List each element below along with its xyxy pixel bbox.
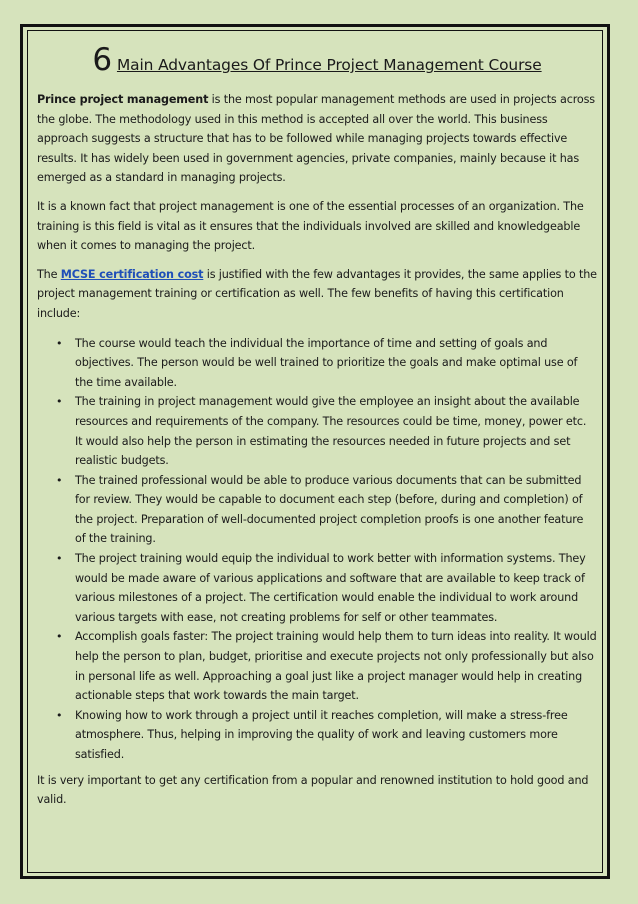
benefits-list xyxy=(37,334,597,765)
importance-paragraph: It is a known fact that project management is one of the essential processes of an organization. The training is this field is vital as it ensures that the individuals involved are skilled and knowledgeable when it comes to managing the project. xyxy=(37,199,584,253)
list-item xyxy=(37,549,597,627)
list-item xyxy=(37,627,597,705)
intro-text: is the most popular management methods are used in projects across the globe. The methodology used in this method is accepted all over the world. This business approach suggests a structure that has to be followed while managing projects towards effective results. It has widely been used in government agencies, private companies, mainly because it has emerged as a standard in managing projects. xyxy=(37,93,595,185)
list-item xyxy=(37,392,597,470)
list-item xyxy=(37,706,597,765)
title-text: Main Advantages Of Prince Project Management Course xyxy=(116,56,542,74)
list-item-text: Knowing how to work through a project until it reaches completion, will make a stress-free atmosphere. Thus, helping in improving the quality of work and leaving customers more satisfied. xyxy=(75,708,568,761)
list-item xyxy=(37,471,597,549)
benefits-intro-before: The xyxy=(37,267,61,281)
list-item-text: The training in project management would give the employee an insight about the available resources and requirements of the company. The resources could be time, money, power etc. It would also help the person in estimating the resources needed in future projects and set realistic budgets. xyxy=(75,395,587,468)
bullet-icon: • xyxy=(56,336,63,350)
list-item-text: The trained professional would be able to produce various documents that can be submitted for review. They would be capable to document each step (before, during and completion) of the project. Preparation of well-documented project completion proofs is one another feature of the training. xyxy=(75,473,584,546)
benefits-intro-paragraph xyxy=(37,265,597,324)
closing-paragraph: It is very important to get any certification from a popular and renowned institution to hold good and valid. xyxy=(37,773,589,807)
document-body xyxy=(37,40,597,819)
list-item-text: The project training would equip the individual to work better with information systems. They would be made aware of various applications and software that are available to keep track of various milestones of a project. The certification would enable the individual to work around various targets with ease, not creating problems for self or other teammates. xyxy=(75,552,586,624)
benefits-intro-after: is justified with the few advantages it provides, the same applies to the project management training or certification as well. The few benefits of having this certification include: xyxy=(37,267,597,320)
title-number: 6 xyxy=(92,42,112,78)
list-item-text: The course would teach the individual the importance of time and setting of goals and objectives. The person would be well trained to prioritize the goals and make optimal use of the time available. xyxy=(75,336,578,389)
intro-bold-term: Prince project management xyxy=(37,93,209,106)
intro-paragraph xyxy=(37,90,597,188)
list-item-text: Accomplish goals faster: The project training would help them to turn ideas into reality. It would help the person to plan, budget, prioritise and execute projects not only professionally but also in personal life as well. Approaching a goal just like a project manager would help in creating actionable steps that work towards the main target. xyxy=(75,630,597,703)
page-title xyxy=(37,40,597,84)
bullet-icon: • xyxy=(56,473,63,487)
bullet-icon: • xyxy=(56,552,63,566)
bullet-icon: • xyxy=(56,708,63,722)
list-item xyxy=(37,334,597,393)
mcse-certification-cost-link[interactable]: MCSE certification cost xyxy=(60,267,204,281)
bullet-icon: • xyxy=(56,630,63,644)
bullet-icon: • xyxy=(56,395,63,409)
